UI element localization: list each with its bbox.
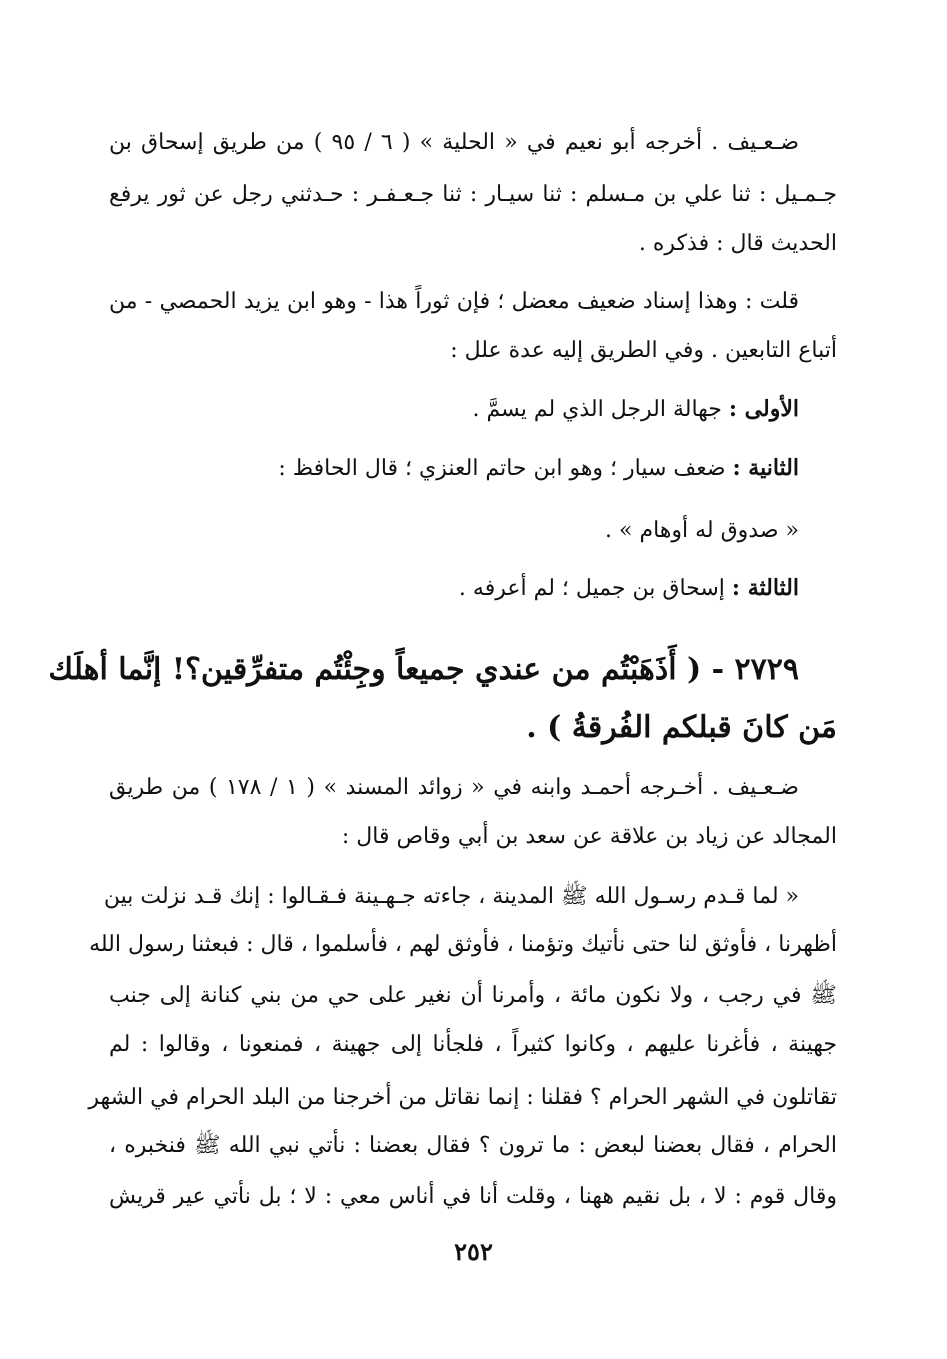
text-line: ضـعـيف . أخـرجه أحمـد وابنه في « زوائد المسند » ( ١ / ١٧٨ ) من طريق (109, 775, 799, 800)
quote-line: « صدوق له أوهام » . (605, 518, 799, 543)
text-line: أظهرنا ، فأوثق لنا حتى نأتيك وتؤمنا ، فأوثق لهم ، فأسلموا ، قال : فبعثنا رسول الله (89, 932, 837, 957)
text-line: جهينة ، فأغرنا عليهم ، وكانوا كثيراً ، فلجأنا إلى جهينة ، فمنعونا ، وقالوا : لم (109, 1032, 837, 1057)
text-line: ﷺ في رجب ، ولا نكون مائة ، وأمرنا أن نغير على حي من بني كنانة إلى جنب (109, 983, 837, 1008)
cause-label-first: الأولى : (728, 396, 799, 422)
text-line: أتباع التابعين . وفي الطريق إليه عدة علل : (450, 338, 837, 363)
cause-text-third: إسحاق بن جميل ؛ لم أعرفه . (458, 576, 725, 601)
cause-third (109, 573, 799, 604)
page-number: ٢٥٢ (454, 1237, 493, 1266)
text-line: ضـعـيف . أخرجه أبو نعيم في « الحلية » ( ٦ / ٩٥ ) من طريق إسحاق بن (109, 130, 800, 155)
cause-text-first: جهالة الرجل الذي لم يسمَّ . (472, 397, 722, 422)
cause-label-second: الثانية : (732, 455, 799, 481)
text-line: « لما قـدم رسـول الله ﷺ المدينة ، جاءته جـهـينة فـقـالوا : إنك قـد نزلت بين (103, 884, 799, 909)
text-line: الحديث قال : فذكره . (638, 231, 837, 256)
cause-label-third: الثالثة : (731, 575, 799, 601)
text-line: المجالد عن زياد بن علاقة عن سعد بن أبي وقاص قال : (341, 824, 837, 849)
cause-first (109, 394, 799, 425)
hadith-heading: ٢٧٢٩ - ( أَذَهَبْتُم من عندي جميعاً وجِئْتُم متفرِّقين؟! إنَّما أهلَك (48, 652, 799, 687)
text-line: الحرام ، فقال بعضنا لبعض : ما ترون ؟ فقال بعضنا : نأتي نبي الله ﷺ فنخبره ، (109, 1133, 837, 1158)
hadith-heading: مَن كانَ قبلكم الفُرقةُ ) . (526, 710, 837, 745)
text-line: تقاتلون في الشهر الحرام ؟ فقلنا : إنما نقاتل من أخرجنا من البلد الحرام في الشهر (88, 1085, 837, 1110)
text-line: جـمـيل : ثنا علي بن مـسلم : ثنا سيـار : ثنا جـعـفـر : حـدثني رجل عن ثور يرفع (109, 182, 837, 207)
text-line: وقال قوم : لا ، بل نقيم ههنا ، وقلت أنا في أناس معي : لا ؛ بل نأتي عير قريش (109, 1184, 837, 1209)
text-line: قلت : وهذا إسناد ضعيف معضل ؛ فإن ثوراً هذا - وهو ابن يزيد الحمصي - من (109, 289, 799, 314)
cause-second (109, 453, 799, 484)
cause-text-second: ضعف سيار ؛ وهو ابن حاتم العنزي ؛ قال الحافظ : (278, 456, 726, 481)
